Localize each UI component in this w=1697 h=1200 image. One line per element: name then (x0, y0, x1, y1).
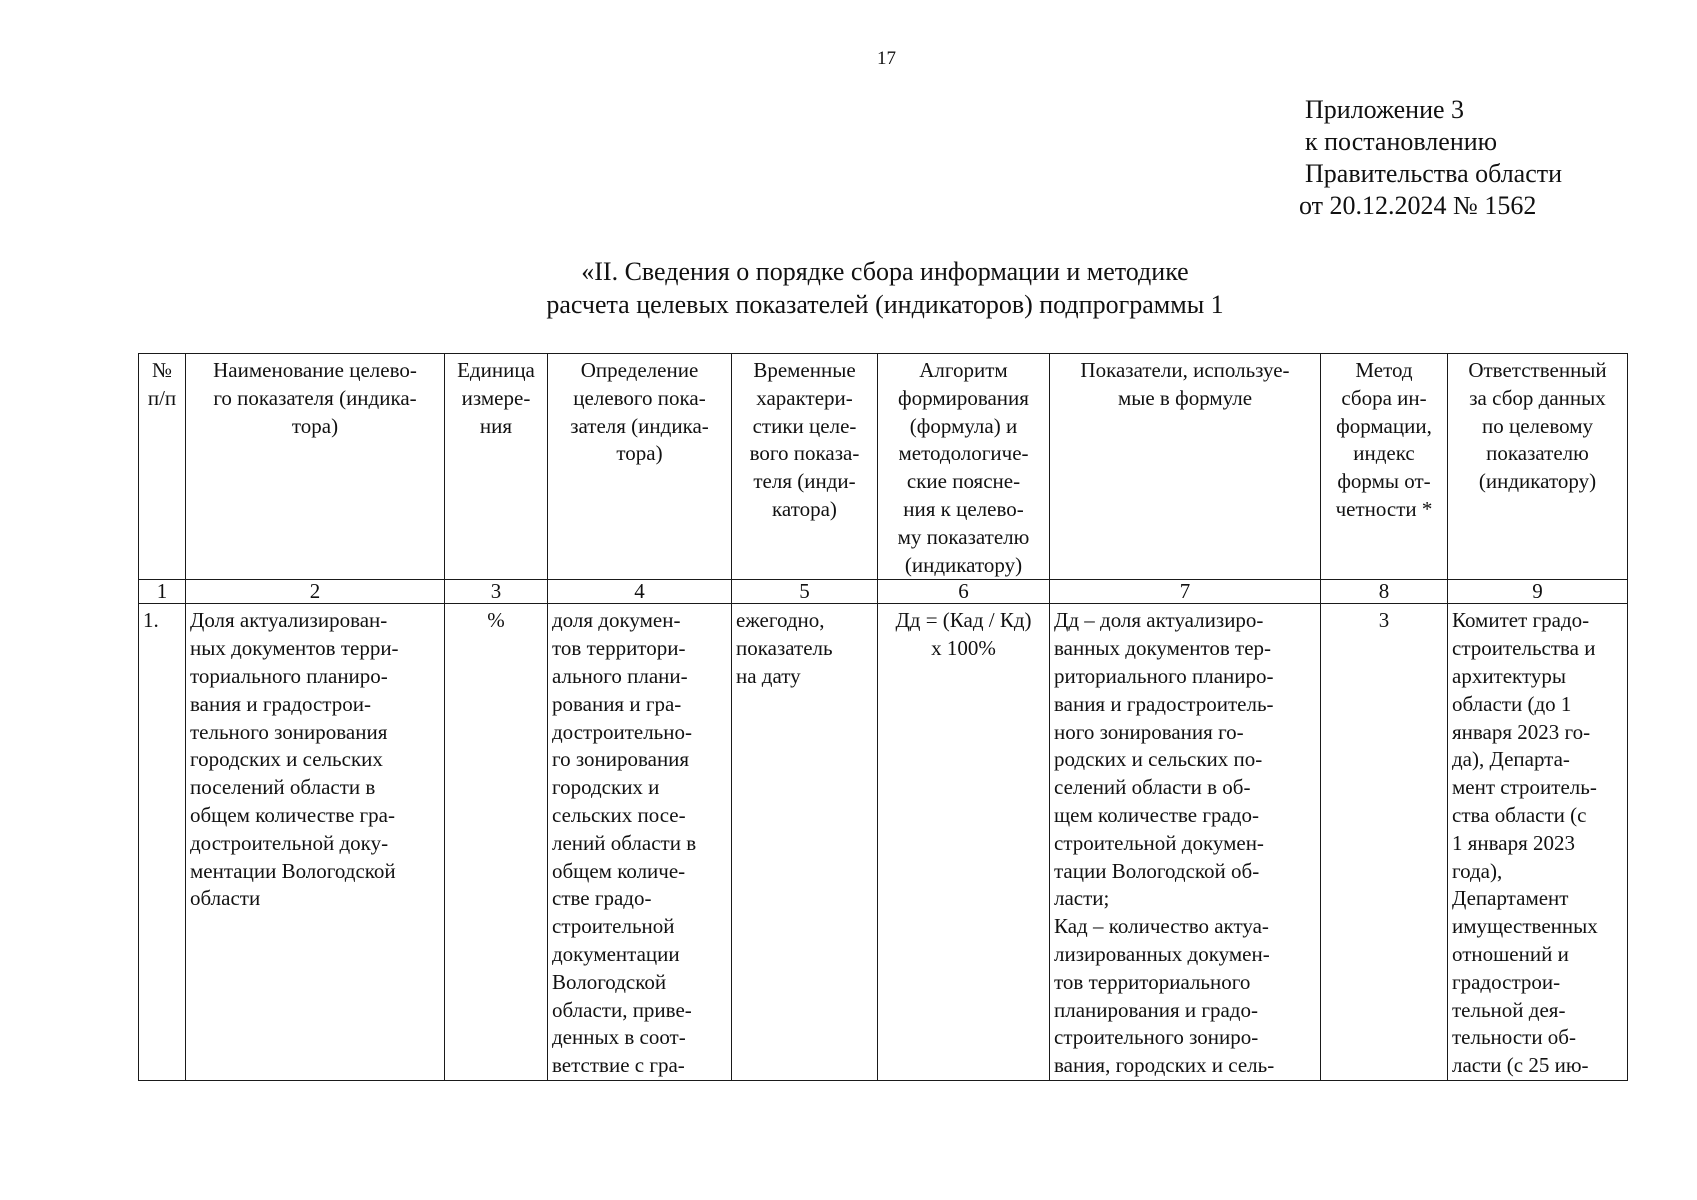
cell-text-line: Наименование целево- (213, 358, 417, 382)
cell-text-line: риториального планиро- (1054, 663, 1274, 688)
cell-text-line: тора) (616, 441, 663, 466)
header-cell-algorithm (878, 354, 1050, 580)
cell-text-line: тельного зонирования (190, 719, 388, 744)
cell-text-line: городских и сельских (190, 747, 383, 772)
cell-text-line: по целевому (1481, 413, 1593, 438)
cell-text-line: ласти (с 25 ию- (1452, 1053, 1589, 1078)
cell-text-line: вания и градострои- (190, 691, 371, 716)
header-cell-number (139, 354, 186, 580)
cell-text-line: селений области в об- (1054, 775, 1251, 800)
cell-text-line: тора) (291, 413, 339, 438)
cell-text-line: отношений и (1452, 941, 1569, 966)
cell-text-line: градострои- (1452, 969, 1561, 994)
cell-text-line: достроительно- (552, 719, 692, 744)
cell-text-line: Метод (1355, 358, 1413, 382)
cell-text-line: доля докумен- (552, 608, 681, 633)
cell-text-line: формирования (898, 385, 1029, 410)
cell-text-line: вания, городских и сель- (1054, 1053, 1275, 1078)
cell-text-line: да), Департа- (1452, 747, 1570, 772)
cell-text-line: ториального планиро- (190, 663, 388, 688)
cell-text-line: Вологодской (552, 969, 667, 994)
table-row (139, 604, 1628, 1081)
cell-text-line: 1 января 2023 (1452, 830, 1576, 855)
cell-text-line: стики целе- (752, 413, 857, 438)
unit-cell: % (445, 604, 548, 1081)
appendix-block (1299, 94, 1563, 222)
cell-text-line: ласти; (1054, 886, 1110, 911)
cell-text-line: зателя (индика- (570, 413, 709, 438)
cell-text-line: документации (552, 941, 680, 966)
cell-text-line: ства области (с (1452, 802, 1587, 827)
cell-text-line: имущественных (1452, 914, 1598, 939)
cell-text-line: денных в соот- (552, 1025, 686, 1050)
cell-text-line: Ответственный (1468, 358, 1607, 382)
cell-text-line: ных документов терри- (190, 636, 399, 661)
cell-text-line: сельских посе- (552, 802, 686, 827)
time-characteristics-cell (732, 604, 878, 1081)
column-number-cell: 5 (732, 580, 878, 604)
appendix-date-line: от 20.12.2024 № 1562 (1299, 191, 1537, 220)
cell-text-line: го показателя (индика- (213, 385, 417, 410)
column-number-cell: 4 (548, 580, 732, 604)
cell-text-line: методологиче- (898, 441, 1029, 466)
cell-text-line: года), (1452, 858, 1503, 883)
section-title (490, 255, 1280, 321)
cell-text-line: показатель (736, 636, 833, 661)
cell-text-line: Дд = (Кад / Кд) (895, 608, 1032, 633)
header-cell-collection-method (1321, 354, 1448, 580)
cell-text-line: вого показа- (749, 441, 860, 466)
cell-text-line: лизированных докумен- (1054, 941, 1270, 966)
cell-text-line: Временные (753, 358, 856, 382)
cell-text-line: января 2023 го- (1452, 719, 1591, 744)
header-cell-time-characteristics (732, 354, 878, 580)
cell-text-line: го зонирования (552, 747, 690, 772)
cell-text-line: показателю (1486, 441, 1589, 466)
cell-text-line: общем количестве гра- (190, 802, 395, 827)
row-number-cell: 1. (139, 604, 186, 1081)
appendix-line: к постановлению (1305, 127, 1498, 156)
collection-method-cell: 3 (1321, 604, 1448, 1081)
page-number: 17 (877, 48, 896, 69)
header-cell-unit (445, 354, 548, 580)
cell-text-line: x 100% (931, 636, 996, 661)
cell-text-line: целевого пока- (573, 385, 706, 410)
cell-text-line: архитектуры (1452, 663, 1566, 688)
cell-text-line: общем количе- (552, 858, 686, 883)
cell-text-line: характери- (756, 385, 853, 410)
cell-text-line: планирования и градо- (1054, 997, 1258, 1022)
cell-text-line: городских и (552, 775, 660, 800)
cell-text-line: сбора ин- (1341, 385, 1427, 410)
cell-text-line: Дд – доля актуализиро- (1054, 608, 1264, 633)
header-row (139, 354, 1628, 580)
cell-text-line: № (151, 358, 173, 382)
cell-text-line: тельной дея- (1452, 997, 1566, 1022)
header-cell-responsible (1448, 354, 1628, 580)
formula-cell (878, 604, 1050, 1081)
cell-text-line: ального плани- (552, 663, 688, 688)
header-cell-definition (548, 354, 732, 580)
cell-text-line: ванных документов тер- (1054, 636, 1272, 661)
cell-text-line: стве градо- (552, 886, 652, 911)
cell-text-line: (формула) и (909, 413, 1018, 438)
cell-text-line: мент строитель- (1452, 775, 1597, 800)
cell-text-line: области, приве- (552, 997, 692, 1022)
cell-text-line: Кад – количество актуа- (1054, 914, 1269, 939)
header-cell-indicator-name (186, 354, 445, 580)
cell-text-line: поселений области в (190, 775, 376, 800)
column-number-cell: 1 (139, 580, 186, 604)
cell-text-line: ветствие с гра- (552, 1053, 685, 1078)
cell-text-line: Алгоритм (919, 358, 1008, 382)
cell-text-line: ские поясне- (906, 469, 1021, 494)
cell-text-line: вания и градостроитель- (1054, 691, 1274, 716)
section-title-line: расчета целевых показателей (индикаторов) подпрограммы 1 (546, 290, 1224, 319)
cell-text-line: тов территори- (552, 636, 686, 661)
cell-text-line: Департамент (1452, 886, 1569, 911)
cell-text-line: Показатели, используе- (1080, 358, 1290, 382)
cell-text-line: тов территориального (1054, 969, 1251, 994)
cell-text-line: п/п (147, 385, 177, 410)
cell-text-line: (индикатору) (904, 552, 1023, 577)
definition-cell (548, 604, 732, 1081)
cell-text-line: строительной докумен- (1054, 830, 1264, 855)
cell-text-line: родских и сельских по- (1054, 747, 1263, 772)
cell-text-line: измере- (461, 385, 531, 410)
cell-text-line: му показателю (897, 524, 1030, 549)
cell-text-line: ежегодно, (736, 608, 825, 633)
section-title-line: «II. Сведения о порядке сбора информации и методике (581, 257, 1189, 286)
cell-text-line: тельности об- (1452, 1025, 1576, 1050)
cell-text-line: катора) (772, 496, 837, 521)
appendix-line: Приложение 3 (1305, 95, 1465, 124)
cell-text-line: ного зонирования го- (1054, 719, 1244, 744)
cell-text-line: щем количестве градо- (1054, 802, 1259, 827)
cell-text-line: тации Вологодской об- (1054, 858, 1260, 883)
column-number-cell: 9 (1448, 580, 1628, 604)
cell-text-line: Доля актуализирован- (190, 608, 388, 633)
cell-text-line: индекс (1353, 441, 1415, 466)
cell-text-line: области (190, 886, 261, 911)
cell-text-line: Комитет градо- (1452, 608, 1590, 633)
cell-text-line: формации, (1336, 413, 1432, 438)
cell-text-line: теля (инди- (753, 469, 856, 494)
column-number-cell: 7 (1050, 580, 1321, 604)
column-number-cell: 6 (878, 580, 1050, 604)
header-cell-formula-indicators (1050, 354, 1321, 580)
column-number-cell: 2 (186, 580, 445, 604)
column-number-row (139, 580, 1628, 604)
cell-text-line: лений области в (552, 830, 697, 855)
cell-text-line: формы от- (1337, 469, 1431, 494)
cell-text-line: на дату (736, 663, 801, 688)
column-number-cell: 3 (445, 580, 548, 604)
cell-text-line: за сбор данных (1469, 385, 1606, 410)
formula-indicators-cell (1050, 604, 1321, 1081)
cell-text-line: ния (479, 413, 513, 438)
cell-text-line: ментации Вологодской (190, 858, 396, 883)
appendix-line: Правительства области (1305, 159, 1563, 188)
cell-text-line: ния к целево- (903, 496, 1024, 521)
cell-text-line: строительного зониро- (1054, 1025, 1259, 1050)
cell-text-line: строительной (552, 914, 675, 939)
cell-text-line: четности * (1335, 496, 1433, 521)
cell-text-line: строительства и (1452, 636, 1596, 661)
column-number-cell: 8 (1321, 580, 1448, 604)
cell-text-line: (индикатору) (1478, 469, 1597, 494)
cell-text-line: Определение (580, 358, 699, 382)
responsible-cell (1448, 604, 1628, 1081)
cell-text-line: области (до 1 (1452, 691, 1572, 716)
cell-text-line: достроительной доку- (190, 830, 389, 855)
indicators-table (138, 353, 1628, 1081)
cell-text-line: Единица (457, 358, 535, 382)
indicator-name-cell (186, 604, 445, 1081)
cell-text-line: мые в формуле (1117, 385, 1253, 410)
cell-text-line: рования и гра- (552, 691, 682, 716)
